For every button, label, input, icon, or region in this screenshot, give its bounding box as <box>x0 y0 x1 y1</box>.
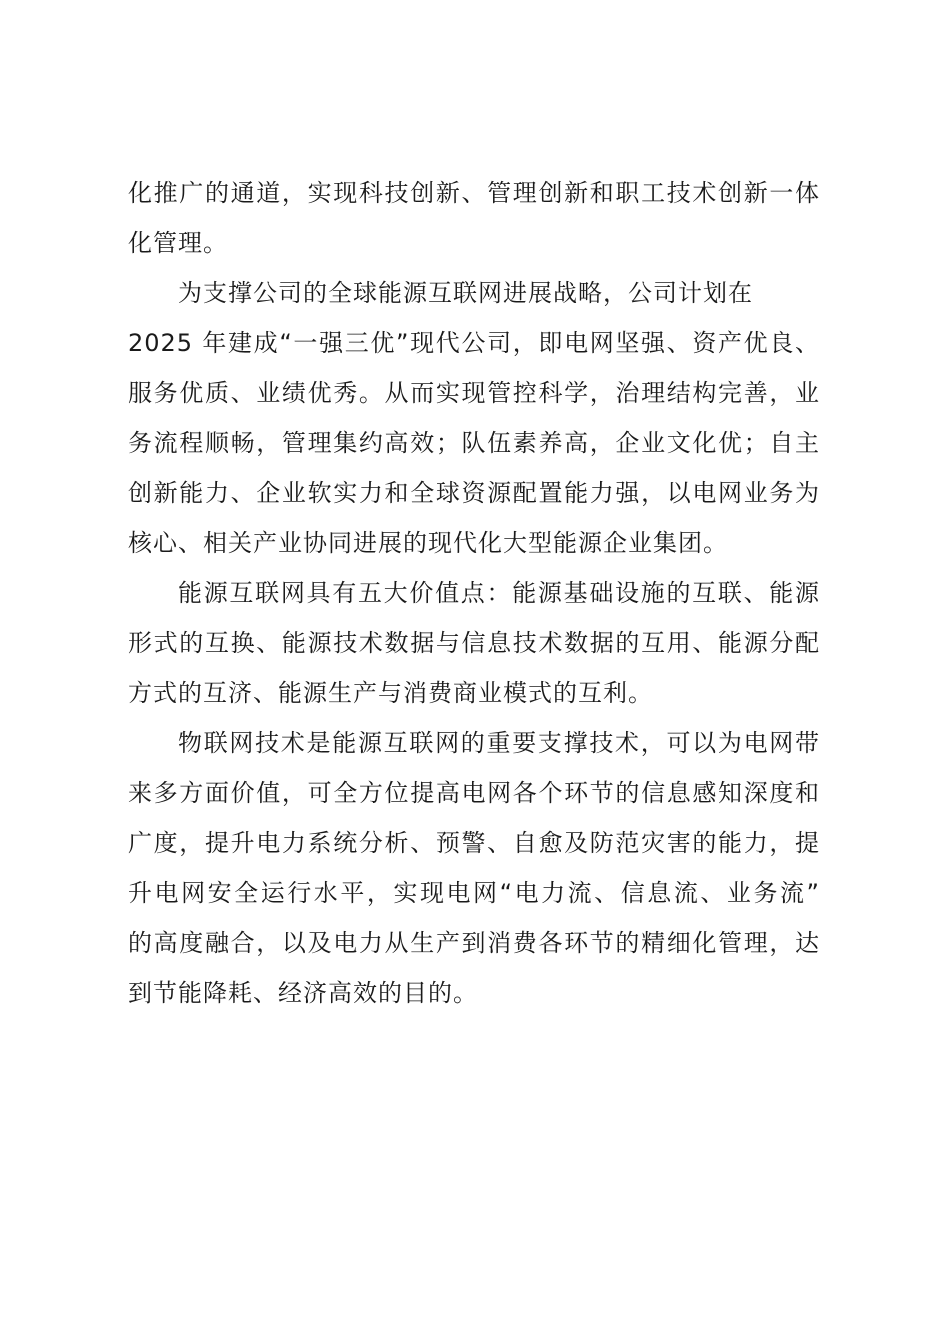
text-line: 化推广的通道，实现科技创新、管理创新和职工技术创新一体 <box>128 179 820 207</box>
text-line: 务流程顺畅，管理集约高效；队伍素养高，企业文化优；自主 <box>128 429 820 457</box>
text-line: 物联网技术是能源互联网的重要支撑技术，可以为电网带 <box>178 729 820 757</box>
paragraph-3 <box>128 568 820 718</box>
text-line: 升电网安全运行水平，实现电网“电力流、信息流、业务流” <box>128 879 820 907</box>
text-line: 2025 年建成“一强三优”现代公司，即电网坚强、资产优良、 <box>128 329 820 357</box>
text-line: 为支撑公司的全球能源互联网进展战略，公司计划在 <box>178 279 753 307</box>
text-line: 方式的互济、能源生产与消费商业模式的互利。 <box>128 679 653 707</box>
text-line: 化管理。 <box>128 229 228 257</box>
text-line: 的高度融合，以及电力从生产到消费各环节的精细化管理，达 <box>128 929 820 957</box>
paragraph-1 <box>128 168 820 268</box>
text-line: 形式的互换、能源技术数据与信息技术数据的互用、能源分配 <box>128 629 820 657</box>
text-line: 能源互联网具有五大价值点：能源基础设施的互联、能源 <box>178 579 820 607</box>
paragraph-4 <box>128 718 820 1018</box>
document-body <box>128 168 820 1018</box>
text-line: 服务优质、业绩优秀。从而实现管控科学，治理结构完善，业 <box>128 379 820 407</box>
text-line: 广度，提升电力系统分析、预警、自愈及防范灾害的能力，提 <box>128 829 820 857</box>
paragraph-2 <box>128 268 820 568</box>
text-line: 来多方面价值，可全方位提高电网各个环节的信息感知深度和 <box>128 779 820 807</box>
text-line: 创新能力、企业软实力和全球资源配置能力强，以电网业务为 <box>128 479 820 507</box>
text-line: 到节能降耗、经济高效的目的。 <box>128 979 478 1007</box>
text-line: 核心、相关产业协同进展的现代化大型能源企业集团。 <box>128 529 728 557</box>
